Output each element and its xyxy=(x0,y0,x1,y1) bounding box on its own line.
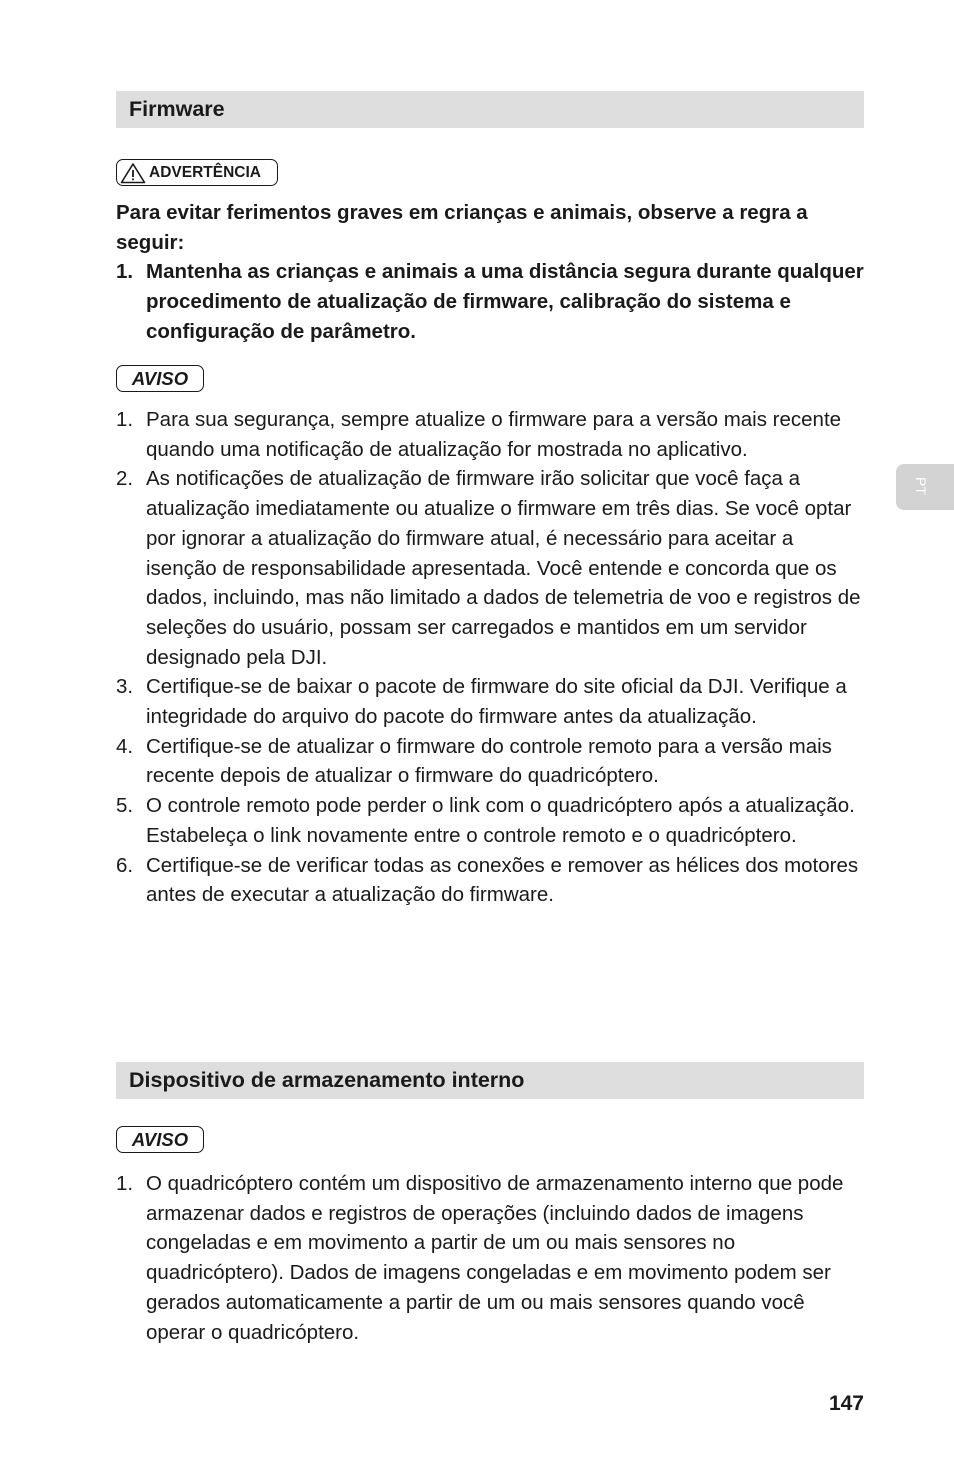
page-number: 147 xyxy=(828,1392,864,1415)
warning-list xyxy=(116,257,864,346)
list-item-number: 4. xyxy=(116,734,134,758)
list-item xyxy=(116,257,864,346)
list-item-text: Certifique-se de verificar todas as conexões e remover as hélices dos motores antes de executar a atualização do firmware. xyxy=(146,853,859,907)
notice-badge xyxy=(116,365,204,392)
warning-label: ADVERTÊNCIA xyxy=(149,163,261,181)
storage-notice-block xyxy=(116,1169,864,1347)
section-heading-storage: Dispositivo de armazenamento interno xyxy=(116,1062,864,1099)
warning-triangle-icon xyxy=(120,162,146,184)
firmware-notice-block xyxy=(116,405,864,910)
list-item xyxy=(116,464,864,672)
notice-badge xyxy=(116,1126,204,1153)
list-item xyxy=(116,791,864,850)
list-item-text: Mantenha as crianças e animais a uma distância segura durante qualquer procedimento de atualização de firmware, calibração do sistema e configuração de parâmetro. xyxy=(146,260,864,343)
warning-badge xyxy=(116,159,278,186)
warning-intro: Para evitar ferimentos graves em crianças e animais, observe a regra a seguir: xyxy=(116,201,808,254)
list-item-number: 3. xyxy=(116,675,134,699)
list-item-text: As notificações de atualização de firmware irão solicitar que você faça a atualização imediatamente ou atualize o firmware em três dias. Se você optar por ignorar a atualização do firmware atual, é necessário para aceitar a isenção de responsabilidade apresentada. Você entende e concorda que os dados, incluindo, mas não limitado a dados de telemetria de voo e registros de seleções do usuário, possam ser carregados e mantidos em um servidor designado pela DJI. xyxy=(146,467,861,669)
list-item-number: 5. xyxy=(116,794,134,818)
section-heading-firmware: Firmware xyxy=(116,91,864,128)
list-item xyxy=(116,732,864,791)
list-item xyxy=(116,672,864,731)
list-item-text: O controle remoto pode perder o link com o quadricóptero após a atualização. Estabeleça o link novamente entre o controle remoto e o quadricóptero. xyxy=(146,794,855,847)
list-item-number: 1. xyxy=(116,408,134,431)
list-item-number: 1. xyxy=(116,1172,134,1195)
list-item-number: 6. xyxy=(116,853,134,877)
list-item-text: O quadricóptero contém um dispositivo de armazenamento interno que pode armazenar dados e registros de operações (incluindo dados de imagens congeladas e em movimento a partir de um ou mais sensores no quadricóptero). Dados de imagens congeladas e em movimento podem ser gerados automaticamente a partir de um ou mais sensores quando você operar o quadricóptero. xyxy=(146,1172,844,1344)
list-item-text: Para sua segurança, sempre atualize o firmware para a versão mais recente quando uma notificação de atualização for mostrada no aplicativo. xyxy=(146,408,842,461)
language-tab-label: PT xyxy=(912,477,929,495)
list-item xyxy=(116,851,864,910)
list-item-number: 2. xyxy=(116,467,134,491)
warning-block xyxy=(116,198,864,347)
storage-notice-list xyxy=(116,1169,864,1347)
notice-label: AVISO xyxy=(131,1128,189,1150)
language-side-tab xyxy=(896,464,954,510)
list-item xyxy=(116,1169,864,1347)
list-item-text: Certifique-se de baixar o pacote de firmware do site oficial da DJI. Verifique a integridade do arquivo do pacote do firmware antes da atualização. xyxy=(146,675,847,729)
notice-label: AVISO xyxy=(131,367,189,389)
list-item xyxy=(116,405,864,464)
list-item-number: 1. xyxy=(116,260,134,284)
list-item-text: Certifique-se de atualizar o firmware do controle remoto para a versão mais recente depois de atualizar o firmware do quadricóptero. xyxy=(146,734,832,788)
firmware-notice-list xyxy=(116,405,864,910)
